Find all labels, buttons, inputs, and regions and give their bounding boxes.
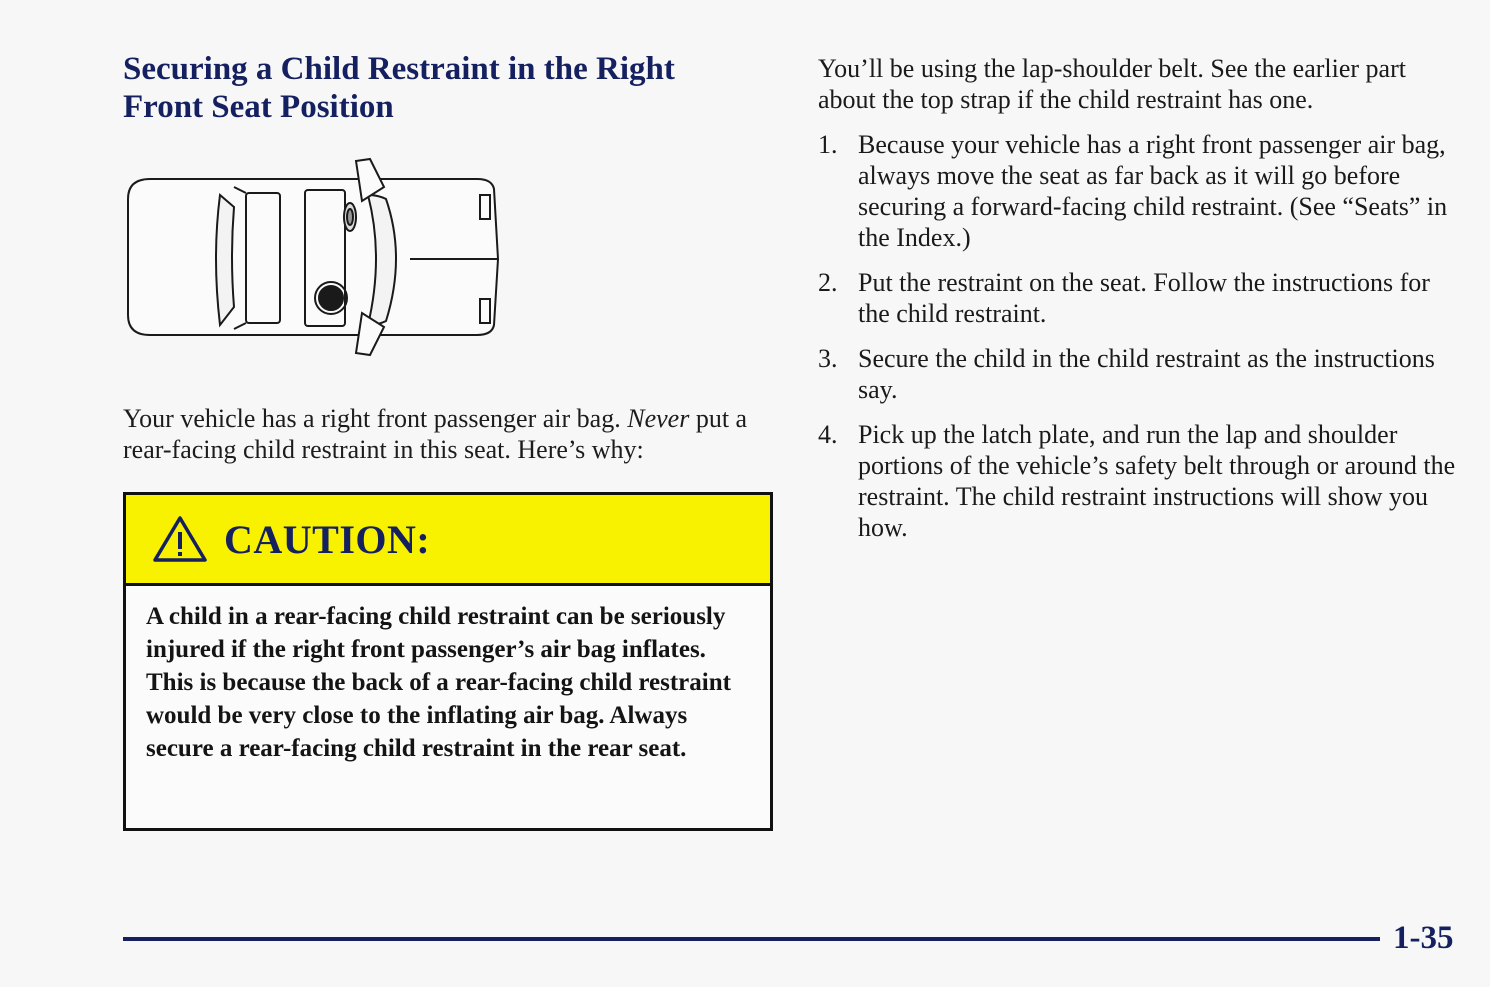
intro-emphasis: Never	[627, 404, 690, 433]
step-number: 4.	[818, 420, 838, 449]
step-text: Put the restraint on the seat. Follow the instructions for the child restraint.	[858, 268, 1430, 328]
step-text: Secure the child in the child restraint as the instructions say.	[858, 344, 1435, 404]
right-column	[818, 53, 1466, 557]
list-item	[818, 343, 1466, 405]
vehicle-top-view-icon	[122, 155, 504, 360]
footer-divider	[123, 937, 1380, 941]
caution-title: CAUTION:	[224, 516, 431, 562]
intro-text: Your vehicle has a right front passenger air bag.	[123, 404, 628, 433]
list-item	[818, 419, 1466, 543]
step-number: 3.	[818, 344, 838, 373]
caution-text: A child in a rear-facing child restraint can be seriously injured if the right front passenger’s air bag inflates. This is because the back of a rear-facing child restraint would be very close to the inflating air bag. Always secure a rear-facing child restraint in the rear seat.	[146, 603, 731, 762]
list-item	[818, 129, 1466, 253]
page-title	[123, 50, 763, 126]
caution-box	[123, 492, 773, 831]
intro-paragraph	[123, 403, 773, 465]
step-list	[818, 129, 1466, 543]
step-text: Because your vehicle has a right front passenger air bag, always move the seat as far back as it will go before securing a forward-facing child restraint. (See “Seats” in the Index.)	[858, 130, 1448, 252]
step-number: 1.	[818, 130, 838, 159]
lead-paragraph: You’ll be using the lap-shoulder belt. See the earlier part about the top strap if the child restraint has one.	[818, 54, 1406, 114]
step-number: 2.	[818, 268, 838, 297]
caution-header	[126, 495, 770, 586]
page-number: 1-35	[1393, 920, 1454, 956]
page-title-line-2: Front Seat Position	[123, 89, 394, 125]
page-title-line-1: Securing a Child Restraint in the Right	[123, 51, 675, 87]
list-item	[818, 267, 1466, 329]
intro-text-after: put a rear-facing child restraint in this seat. Here’s why:	[123, 404, 748, 464]
step-text: Pick up the latch plate, and run the lap and shoulder portions of the vehicle’s safety belt through or around the restraint. The child restraint instructions will show you how.	[858, 420, 1456, 542]
warning-triangle-icon	[152, 514, 208, 564]
